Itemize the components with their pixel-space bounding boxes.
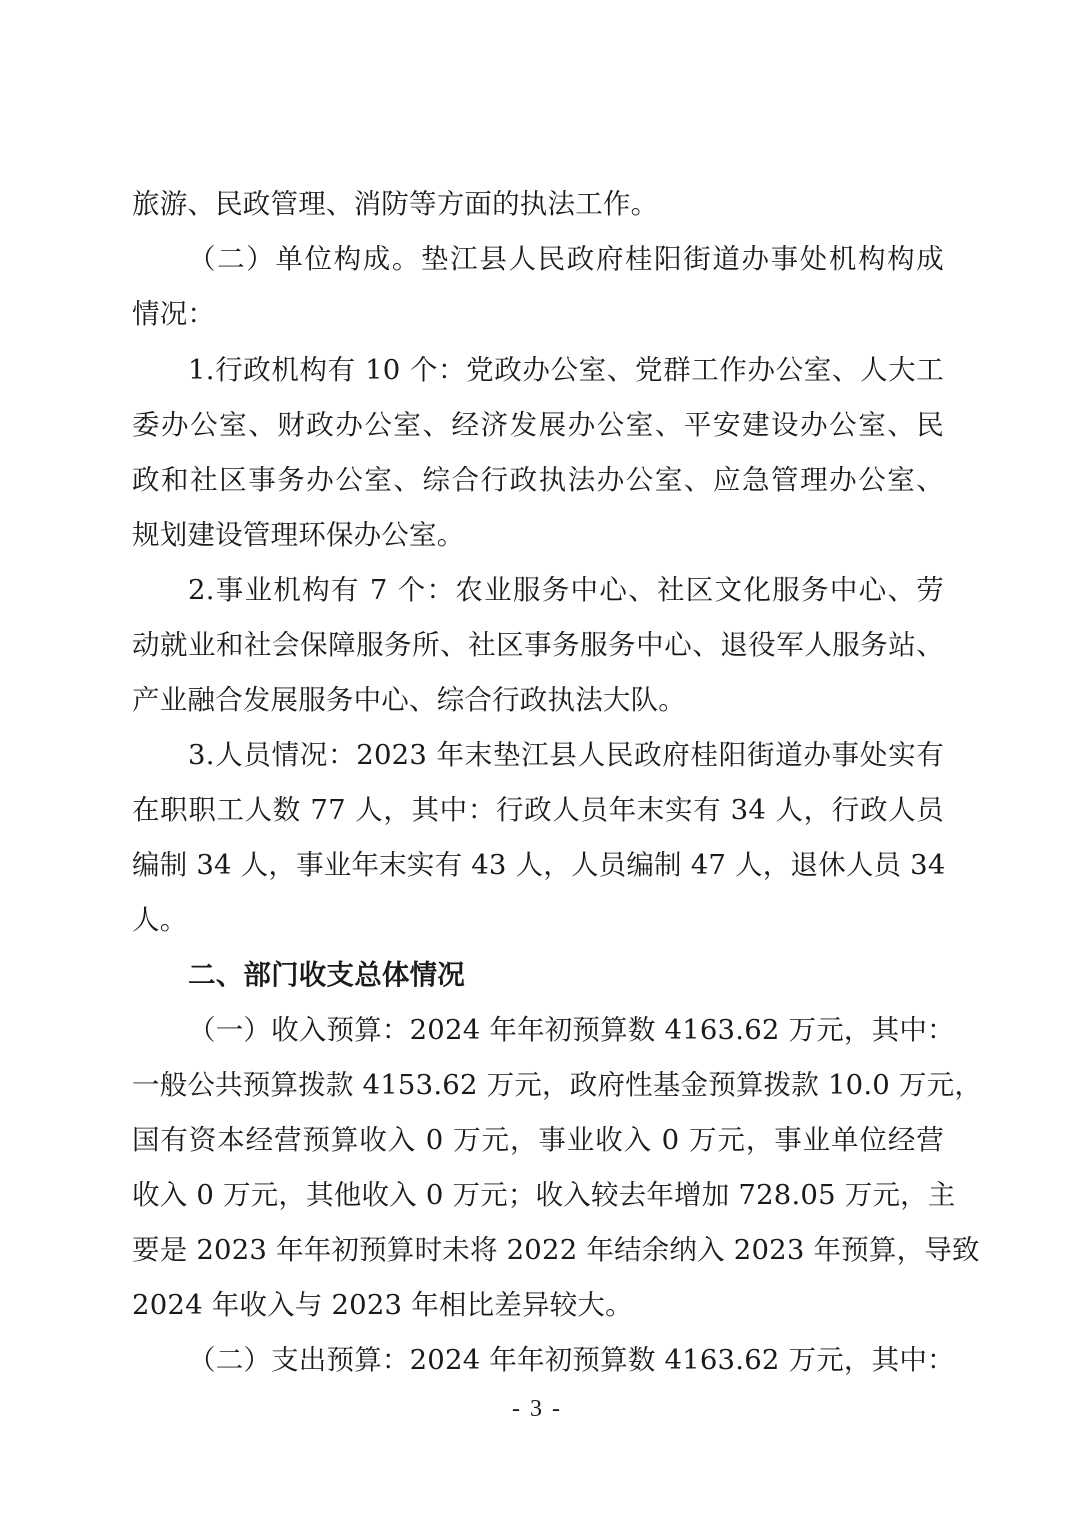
text-line: 要是 2023 年年初预算时未将 2022 年结余纳入 2023 年预算，导致 <box>132 1234 980 1266</box>
text-line: 2.事业机构有 7 个：农业服务中心、社区文化服务中心、劳 <box>188 574 944 606</box>
text-line: 政和社区事务办公室、综合行政执法办公室、应急管理办公室、 <box>132 464 944 496</box>
text-line: 委办公室、财政办公室、经济发展办公室、平安建设办公室、民 <box>132 409 944 441</box>
text-line: 情况： <box>132 298 216 330</box>
text-line: 国有资本经营预算收入 0 万元，事业收入 0 万元，事业单位经营 <box>132 1124 944 1156</box>
text-line: 收入 0 万元，其他收入 0 万元；收入较去年增加 728.05 万元，主 <box>132 1179 956 1211</box>
text-line: 人。 <box>132 904 188 936</box>
section-heading: 二、部门收支总体情况 <box>188 959 465 991</box>
text-line: 一般公共预算拨款 4153.62 万元，政府性基金预算拨款 10.0 万元， <box>132 1069 983 1101</box>
text-line: 3.人员情况：2023 年末垫江县人民政府桂阳街道办事处实有 <box>188 739 944 771</box>
text-line: 编制 34 人，事业年末实有 43 人，人员编制 47 人，退休人员 34 <box>132 849 946 881</box>
text-line: （二）支出预算：2024 年年初预算数 4163.62 万元，其中： <box>188 1344 955 1376</box>
text-line: 1.行政机构有 10 个：党政办公室、党群工作办公室、人大工 <box>188 354 944 386</box>
text-line: 2024 年收入与 2023 年相比差异较大。 <box>132 1289 633 1321</box>
text-line: 产业融合发展服务中心、综合行政执法大队。 <box>132 684 686 716</box>
page-number: - 3 - <box>512 1396 562 1422</box>
text-line: 旅游、民政管理、消防等方面的执法工作。 <box>132 188 659 220</box>
text-line: 规划建设管理环保办公室。 <box>132 519 465 551</box>
text-line: 动就业和社会保障服务所、社区事务服务中心、退役军人服务站、 <box>132 629 944 661</box>
text-line: （二）单位构成。垫江县人民政府桂阳街道办事处机构构成 <box>188 243 944 275</box>
text-line: （一）收入预算：2024 年年初预算数 4163.62 万元，其中： <box>188 1014 955 1046</box>
text-line: 在职职工人数 77 人，其中：行政人员年末实有 34 人，行政人员 <box>132 794 944 826</box>
